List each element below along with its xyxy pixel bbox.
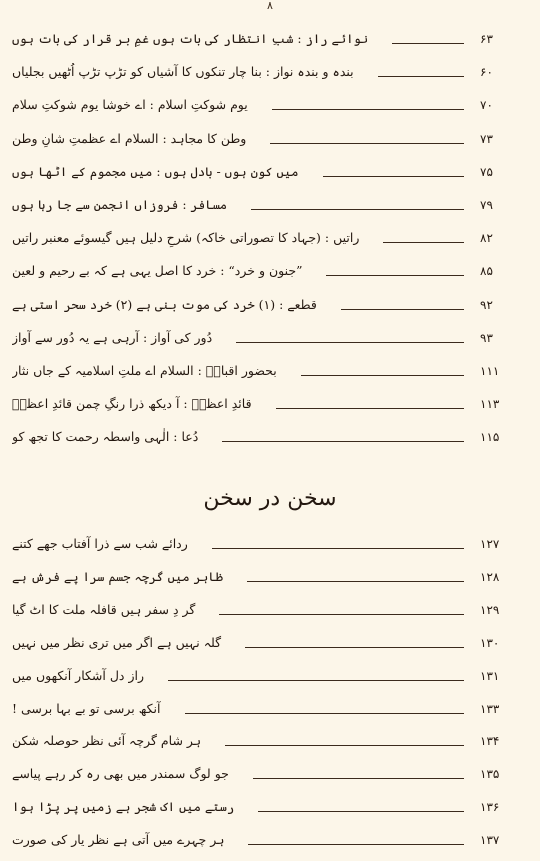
toc-entry [12, 761, 528, 785]
dotted-leader-line [253, 778, 464, 779]
dotted-leader-line [185, 713, 464, 714]
toc-entry-page: ۱۳۷ [480, 833, 500, 848]
toc-entry-page: ۹۳ [480, 330, 493, 345]
toc-entry-title: یوم شوکتِ اسلام : اے خوشا یوم شوکتِ سلام [12, 97, 248, 113]
toc-entry-title: رستے میں اک شجر ہے زمیں پر پڑا ہوا [12, 799, 235, 815]
dotted-leader-line [276, 408, 464, 409]
dotted-leader-line [378, 76, 464, 77]
dotted-leader-line [383, 242, 464, 243]
toc-entry-page: ۷۵ [480, 164, 493, 179]
toc-entry-title: گلہ نہیں ہے اگر میں تری نظر میں نہیں [12, 634, 222, 650]
dotted-leader-line [301, 375, 464, 376]
toc-entry [12, 292, 528, 316]
dotted-leader-line [219, 614, 464, 615]
toc-entry [12, 258, 528, 282]
dotted-leader-line [245, 647, 464, 648]
dotted-leader-line [326, 275, 464, 276]
toc-entry-title: ”جنون و خرد“ : خرد کا اصل یہی ہے کہ بے رحیم و لعین [12, 263, 303, 279]
dotted-leader-line [248, 844, 464, 845]
toc-entry [12, 696, 528, 720]
toc-entry [12, 728, 528, 752]
toc-entry-page: ۱۳۱ [480, 668, 500, 683]
toc-entry [12, 225, 528, 249]
toc-entry-page: ۱۳۳ [480, 701, 500, 716]
dotted-leader-line [168, 680, 464, 681]
toc-entry-title: ہر چہرے میں آتی ہے نظر یار کی صورت [12, 832, 225, 848]
toc-entry-title: راتیں : (جہاد کا تصوراتی خاکہ) شرحِ دلیل ہیں گیسوئے معنبر راتیں [12, 230, 360, 246]
toc-entry [12, 159, 528, 183]
toc-entry-title: بحضور اقبالؒ : السلام اے ملتِ اسلامیہ کے جاں نثار [12, 363, 277, 378]
toc-entry [12, 794, 528, 818]
toc-entry-title: ہر شام گرچہ آئی نظر حوصلہ شکن [12, 733, 202, 749]
toc-entry [12, 564, 528, 588]
toc-entry [12, 26, 528, 50]
toc-entry-title: آنکھ برسی تو بے بہا برسی ! [12, 700, 161, 716]
page-number: ۸ [267, 0, 273, 12]
toc-entry-title: وطن کا مجاہد : السلام اے عظمتِ شانِ وطن [12, 130, 247, 146]
toc-entry-title: دُعا : الٰہی واسطہ رحمت کا تجھ کو [12, 429, 199, 445]
toc-entry [12, 391, 528, 415]
dotted-leader-line [251, 209, 464, 210]
toc-entry-title: دُور کی آواز : آرہی ہے یہ دُور سے آواز [12, 329, 213, 345]
toc-entry-title: مسافر : فروزاں انجمن سے جا رہا ہوں [12, 197, 228, 212]
dotted-leader-line [236, 342, 464, 343]
toc-entry-title: جو لوگ سمندر میں بھی رہ کر رہے پیاسے [12, 766, 229, 782]
toc-entry-page: ۹۲ [480, 297, 493, 312]
toc-entry-title: قائدِ اعظمؒ : آ دیکھ ذرا رنگِ چمن قائدِ اعظمؒ [12, 396, 252, 412]
toc-entry-title: نوائے راز : شبِ انتظار کی بات ہوں غمِ بر قرار کی بات ہوں [12, 31, 369, 46]
toc-entry-page: ۶۳ [480, 32, 493, 46]
toc-entry-page: ۱۲۷ [480, 537, 500, 551]
toc-entry [12, 59, 528, 83]
toc-entry-title: قطعے : (۱) خرد کی موت بنی ہے (۲) خرد سحر استی ہے [12, 296, 317, 312]
toc-entry [12, 663, 528, 687]
dotted-leader-line [323, 176, 464, 177]
toc-entry-page: ۷۹ [480, 198, 493, 212]
toc-entry-page: ۶۰ [480, 65, 493, 80]
dotted-leader-line [212, 548, 464, 549]
dotted-leader-line [392, 43, 464, 44]
dotted-leader-line [222, 441, 464, 442]
section-heading: سخن در سخن [203, 486, 337, 511]
toc-entry-page: ۱۳۵ [480, 767, 500, 782]
dotted-leader-line [341, 309, 464, 310]
toc-entry-title: ظاہر میں گرچہ جسم سرا پے فرش ہے [12, 568, 223, 584]
toc-entry-page: ۸۲ [480, 231, 493, 246]
toc-entry [12, 325, 528, 349]
toc-entry-title: راز دل آشکار آنکھوں میں [12, 667, 145, 683]
toc-entry-title: میں کون ہوں - بادل ہوں : میں مجموم کے اٹھا ہوں [12, 163, 299, 179]
toc-entry-page: ۱۳۴ [480, 734, 500, 749]
dotted-leader-line [270, 143, 464, 144]
dotted-leader-line [247, 581, 464, 582]
dotted-leader-line [225, 745, 464, 746]
toc-entry [12, 92, 528, 116]
toc-entry-page: ۱۳۰ [480, 635, 500, 650]
toc-entry-page: ۱۲۹ [480, 602, 500, 617]
toc-entry [12, 827, 528, 851]
toc-entry-page: ۱۲۸ [480, 569, 500, 584]
toc-entry [12, 597, 528, 621]
toc-entry [12, 126, 528, 150]
toc-entry [12, 424, 528, 448]
dotted-leader-line [272, 109, 464, 110]
toc-entry-title: گر دِ سفر ہیں قافلہ ملت کا اٹ گیا [12, 601, 196, 617]
toc-entry-title: ردائے شب سے ذرا آفتاب جھے کتنے [12, 536, 188, 551]
toc-entry-page: ۷۰ [480, 98, 493, 113]
toc-entry-page: ۱۳۶ [480, 800, 500, 815]
toc-entry [12, 192, 528, 216]
toc-entry-page: ۷۳ [480, 131, 493, 146]
toc-entry [12, 531, 528, 555]
toc-entry-page: ۱۱۳ [480, 397, 500, 412]
toc-entry-page: ۱۱۵ [480, 430, 500, 445]
toc-entry [12, 630, 528, 654]
toc-entry [12, 358, 528, 382]
toc-entry-page: ۱۱۱ [480, 364, 500, 378]
dotted-leader-line [258, 811, 464, 812]
toc-entry-title: بندہ و بندہ نواز : بنا چار تنکوں کا آشیاں کو تڑپ تڑپ اُٹھیں بجلیاں [12, 64, 354, 80]
toc-entry-page: ۸۵ [480, 264, 493, 279]
